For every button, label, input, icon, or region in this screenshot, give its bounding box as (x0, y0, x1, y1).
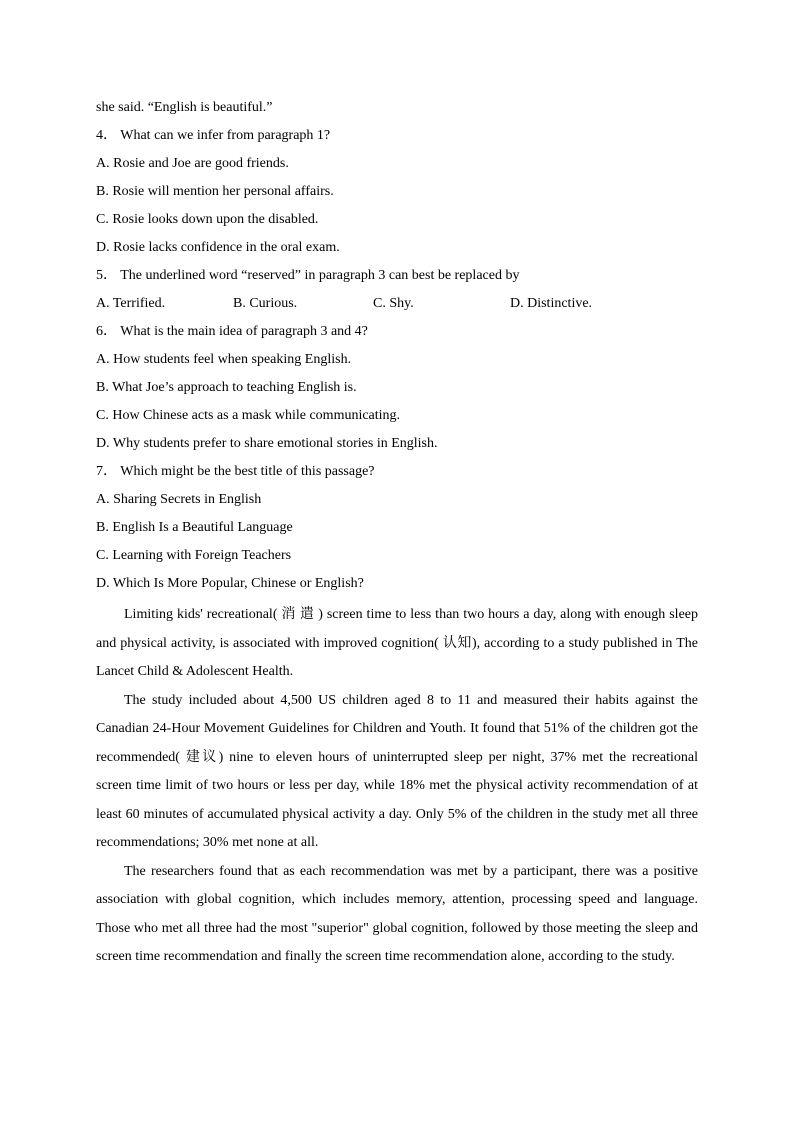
question-4-stem (96, 122, 698, 150)
passage-paragraph-1: Limiting kids' recreational( 消 遣 ) screen time to less than two hours a day, along with enough sleep and physical activity, is associated with improved cognition( 认知), according to a study published in The Lancet Child & Adolescent Health. (96, 607, 698, 679)
question-5-stem (96, 262, 698, 290)
question-6-stem (96, 318, 698, 346)
option-a: A. Terrified. (96, 296, 166, 311)
lead-line: she said. “English is beautiful.” (96, 100, 273, 115)
option-d: D. Rosie lacks confidence in the oral exam. (96, 240, 340, 255)
option-a: A. How students feel when speaking English. (96, 352, 352, 367)
passage-paragraph-3: The researchers found that as each recommendation was met by a participant, there was a positive association with global cognition, which includes memory, attention, processing speed and language. Those who met all three had the most "superior" global cognition, followed by those meeting the sleep and screen time recommendation and finally the screen time recommendation alone, according to the study. (96, 863, 698, 964)
option-d: D. Distinctive. (510, 296, 593, 311)
option-c: C. Shy. (373, 296, 414, 311)
document-page (96, 94, 698, 972)
options-row (96, 290, 698, 318)
option-b: B. English Is a Beautiful Language (96, 520, 293, 535)
question-number: 5． (96, 268, 117, 283)
question-7-stem (96, 458, 698, 486)
question-text: Which might be the best title of this passage? (120, 464, 375, 479)
question-text: What can we infer from paragraph 1? (120, 128, 331, 143)
option-b: B. Rosie will mention her personal affairs. (96, 184, 334, 199)
option-d: D. Why students prefer to share emotional stories in English. (96, 436, 438, 451)
question-number: 6． (96, 324, 117, 339)
question-number: 4． (96, 128, 117, 143)
option-c: C. Learning with Foreign Teachers (96, 548, 292, 563)
option-a: A. Sharing Secrets in English (96, 492, 262, 507)
option-d: D. Which Is More Popular, Chinese or English? (96, 576, 364, 591)
passage-paragraph-2: The study included about 4,500 US children aged 8 to 11 and measured their habits against the Canadian 24-Hour Movement Guidelines for Children and Youth. It found that 51% of the children got the recommended( 建议) nine to eleven hours of uninterrupted sleep per night, 37% met the recreational screen time limit of two hours or less per day, while 18% met the physical activity recommendation of at least 60 minutes of accumulated physical activity a day. Only 5% of the children in the study met all three recommendations; 30% met none at all. (96, 692, 698, 850)
option-c: C. How Chinese acts as a mask while communicating. (96, 408, 401, 423)
option-b: B. Curious. (233, 296, 298, 311)
option-a: A. Rosie and Joe are good friends. (96, 156, 289, 171)
option-c: C. Rosie looks down upon the disabled. (96, 212, 319, 227)
question-number: 7． (96, 464, 117, 479)
question-text: What is the main idea of paragraph 3 and 4? (120, 324, 368, 339)
question-text: The underlined word “reserved” in paragraph 3 can best be replaced by (120, 268, 520, 283)
option-b: B. What Joe’s approach to teaching English is. (96, 380, 357, 395)
